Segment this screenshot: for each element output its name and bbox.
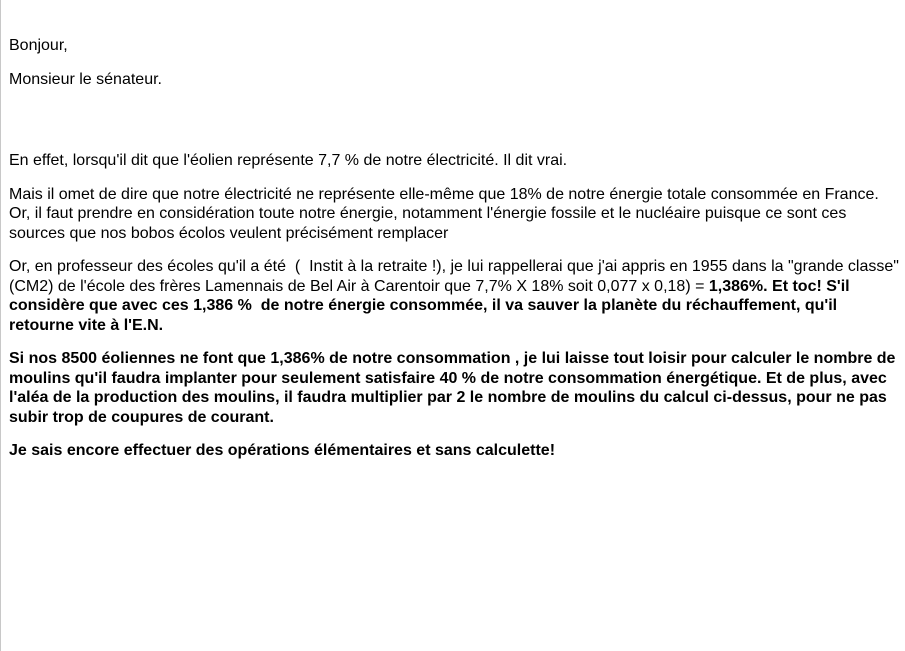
greeting-line: Bonjour, [9, 37, 68, 54]
salutation-line: Monsieur le sénateur. [9, 70, 162, 88]
paragraph-turbines: Si nos 8500 éoliennes ne font que 1,386% de notre consommation , je lui laisse tout loisir pour calculer le nombre de moulins qu'il faudra implanter pour seulement satisfaire 40 % de notre consommation énergétique. Et de plus, avec l'aléa de la production des moulins, il faudra multiplier par 2 le nombre de moulins du calcul ci-dessus, pour ne pas subir trop de coupures de courant. [9, 350, 900, 426]
paragraph-wind-share: En effet, lorsqu'il dit que l'éolien représente 7,7 % de notre électricité. Il dit vrai. [9, 152, 568, 169]
paragraph-calculation [9, 257, 904, 335]
page-left-border [0, 0, 1, 651]
calculation-text: Or, en professeur des écoles qu'il a été ( Instit à la retraite !), je lui rappellerai que j'ai appris en 1955 dans la "grande classe" (CM2) de l'école des frères Lamennais de Bel Air à Carentoir que 7,7% X 18% soit 0,077 x 0,18) = [9, 258, 904, 295]
letter-body [9, 36, 904, 475]
blank-space [9, 103, 899, 151]
closing-line: Je sais encore effectuer des opérations élémentaires et sans calculette! [9, 442, 556, 459]
paragraph-electricity-share: Mais il omet de dire que notre électricité ne représente elle-même que 18% de notre énergie totale consommée en France. Or, il faut prendre en considération toute notre énergie, notamment l'énergie fossile et le nucléaire puisque ce sont ces sources que nos bobos écolos veulent précisément remplacer [9, 185, 884, 242]
calculation-result-bold: 1,386%. Et toc! S'il considère que avec ces 1,386 % de notre énergie consommée, il va sauver la planète du réchauffement, qu'il retourne vite à l'E.N. [9, 277, 855, 334]
